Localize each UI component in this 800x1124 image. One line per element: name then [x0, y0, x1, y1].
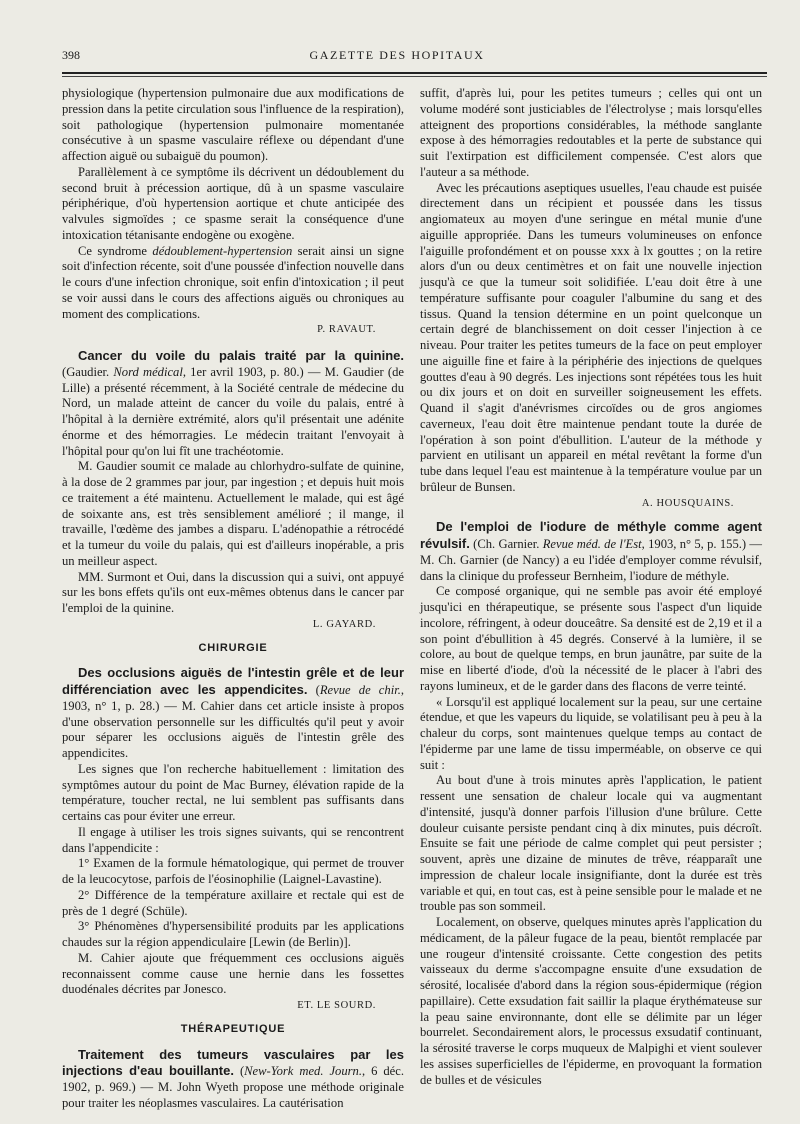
author-signature: A. HOUSQUAINS.: [641, 497, 734, 509]
paragraph: « Lorsqu'il est appliqué localement sur la peau, sur une certaine étendue, et que les vapeurs du liquide, se volatilisant peu à peu à la chaleur du corps, sont maintenues quelque temps au contact de l'épiderme par une lame de tissu imperméable, on observe ce qui suit :: [420, 694, 762, 772]
author-signature: L. GAYARD.: [312, 618, 376, 630]
article-title: Traitement des tumeurs vasculaires par les injections d'eau bouillante.: [62, 1046, 404, 1079]
page-number: 398: [62, 48, 80, 62]
paragraph: MM. Surmont et Oui, dans la discussion qui a suivi, ont appuyé sur les bons effets qu'ils ont eux-mêmes obtenus dans le cancer par l'emploi de la quinine.: [62, 569, 404, 615]
paragraph: 3° Phénomènes d'hypersensibilité produits par les applications chaudes sur la région appendiculaire [Lewin (de Berlin)].: [62, 919, 404, 949]
section-heading: THÉRAPEUTIQUE: [180, 1022, 286, 1035]
article-tumeurs-vasculaires: Traitement des tumeurs vasculaires par les injections d'eau bouillante. (New-York med. Journ., 6 déc. 1902, p. 969.) — M. John Wyeth propose une méthode originale pour traiter les néoplasmes vasculaires. La cautérisation: [62, 1046, 405, 1110]
article-title: Cancer du voile du palais traité par la quinine.: [78, 348, 404, 363]
paragraph: Parallèlement à ce symptôme ils décrivent un dédoublement du second bruit à précession aortique, dû à un spasme vasculaire périphérique, d'où hypertension aortique et chute anticipée des valvules sigmoïdes ; ce spasme serait la conséquence d'une intoxication tétanisante endogène ou exogène.: [62, 164, 404, 242]
page-header: [62, 48, 732, 68]
left-column: [62, 86, 404, 1112]
section-heading: CHIRURGIE: [198, 641, 268, 654]
paragraph: Ce syndrome dédoublement-hypertension serait ainsi un signe soit d'infection récente, soit d'une poussée d'infection nouvelle dans le cours d'une infection chronique, soit enfin d'intoxication ; il peut se voir aussi dans le cours des affections aiguës ou chroniques au moment des complications.: [62, 243, 404, 321]
article-iodure-methyle: De l'emploi de l'iodure de méthyle comme agent révulsif. (Ch. Garnier. Revue méd. de l'Est, 1903, n° 5, p. 155.) — M. Ch. Garnier (de Nancy) a eu l'idée d'employer comme révulsif, dans la clinique du professeur Bernheim, l'iodure de méthyle.: [420, 519, 762, 583]
article-cancer-palais: Cancer du voile du palais traité par la quinine. (Gaudier. Nord médical, 1er avril 1903, p. 80.) — M. Gaudier (de Lille) a présenté récemment, à la Société centrale de médecine du Nord, un malade atteint de cancer du voile du palais, entré à l'hôpital à la dernière extrémité, alors qu'il présentait une adénite énorme et des hémorragies. Le médecin traitant l'envoyait à l'hôpital pour qu'on lui fît une trachéotomie.: [62, 348, 404, 458]
article-title: De l'emploi de l'iodure de méthyle comme agent révulsif.: [420, 519, 762, 551]
right-column: [420, 86, 762, 1088]
paragraph: M. Cahier ajoute que fréquemment ces occlusions aiguës reconnaissent comme cause une hernie dans les fossettes duodénales décrites par Jonesco.: [62, 950, 404, 997]
journal-title: GAZETTE DES HOPITAUX: [309, 48, 485, 62]
paragraph: Avec les précautions aseptiques usuelles, l'eau chaude est puisée directement dans un récipient et poussée dans les tissus angiomateux au moyen d'une seringue en métal munie d'une aiguille appropriée. Dans les tumeurs volumineuses on enfonce l'aiguille profondément et on pousse xxx à lx gouttes ; on la retire alors d'un ou deux centimètres et on fait une nouvelle injection jusqu'à ce que la tumeur soit solidifiée. L'eau doit être à une température suffisante pour coaguler l'albumine du sang et des tissus. Quand la tension détermine en un point quelconque un certain degré de blanchissement on doit cesser l'injection à ce niveau. Pour traiter les petites tumeurs de la face on peut employer une aiguille fine et faire à la périphérie des injections de quelques gouttes d'eau à 90 degrés. Les injections sont répétées tous les huit ou dix jours et on doit en surveiller soigneusement les effets. Quand il s'agit d'anévrismes circoïdes ou de gros angiomes caverneux, l'eau doit être maintenue pendant toute la durée de l'opération à son point d'ébullition. L'auteur de la méthode y parvient en utilisant un appareil en métal revêtant la forme d'un tube dans lequel l'eau est maintenue à la température voulue par un brûleur de Bunsen.: [420, 180, 762, 494]
article-occlusions: Des occlusions aiguës de l'intestin grêle et de leur différenciation avec les appendicites. (Revue de chir., 1903, n° 1, p. 28.) — M. Cahier dans cet article insiste à propos d'une observation personnelle sur les difficultés qu'il peut y avoir pour séparer les occlusions aiguës de l'intestin grêle des appendicites.: [62, 665, 405, 760]
header-rule-thick: [62, 72, 767, 74]
author-signature: P. RAVAUT.: [317, 324, 376, 336]
paragraph: Au bout d'une à trois minutes après l'application, le patient ressent une sensation de chaleur locale qui va augmentant d'intensité, jusqu'à donner parfois l'illusion d'une brûlure. Cette douleur cuisante persiste pendant cinq à dix minutes, puis décroît. Ensuite se fait une période de calme complet qui peut persister ; souvent, après une dizaine de minutes de trêve, réapparaît une impression de chaleur locale insignifiante, dont la durée est très variable et qui, en tout cas, est à peine sensible pour le malade et ne trouble pas son sommeil.: [420, 773, 762, 914]
paragraph: Ce composé organique, qui ne semble pas avoir été employé jusqu'ici en thérapeutique, se présente sous l'aspect d'un liquide incolore, réfringent, à odeur douceâtre. Sa densité est de 2,19 et il a son point d'ébullition à 45 degrés. Conservé à la lumière, il se colore, au bout de quelque temps, en brun jaunâtre, par suite de la mise en liberté d'iode, d'où la nécessité de le placer à l'abri des rayons lumineux, et de le garder dans des flacons de verre teinté.: [420, 584, 762, 693]
author-signature: ET. LE SOURD.: [297, 1000, 376, 1011]
paragraph: M. Gaudier soumit ce malade au chlorhydro-sulfate de quinine, à la dose de 2 grammes par jour, par ingestion ; et depuis huit mois ce traitement a été maintenu. Actuellement le malade, qui est âgé de soixante ans, est très sensiblement amélioré ; il mange, il travaille, l'œdème des jambes a disparu. L'adénopathie a rétrocédé et la tumeur du voile du palais, qui est d'ailleurs inopérable, a pris un meilleur aspect.: [62, 459, 404, 568]
paragraph: 2° Différence de la température axillaire et rectale qui est de près de 1 degré (Schüle).: [62, 887, 404, 918]
header-rule-thin: [62, 76, 767, 77]
paragraph: physiologique (hypertension pulmonaire due aux modifications de pression dans la petite circulation sous l'influence de la respiration), soit pathologique (hypertension pulmonaire momentanée consécutive à un spasme vasculaire réflexe ou dépendant d'une affection aiguë ou subaiguë du poumon).: [62, 86, 404, 163]
paragraph: Les signes que l'on recherche habituellement : limitation des symptômes autour du point de Mac Burney, élévation rapide de la température, toucher rectal, ne lui semblent pas suffisants dans certains cas pour éviter une erreur.: [62, 761, 404, 823]
paragraph: Localement, on observe, quelques minutes après l'application du médicament, de la pâleur fugace de la peau, bientôt remplacée par une rougeur d'intensité croissante. Cette congestion des petits vaisseaux du derme s'accompagne ensuite d'une exsudation de sérosité, localisée d'abord dans la région sous-épidermique (région papillaire). Cette exsudation fait saillir la plaque érythémateuse sur la peau saine environnante, dont elle se délimite par un léger bourrelet. Secondairement alors, le processus exsudatif continuant, la sérosité traverse le corps muqueux de Malpighi et vient soulever les assises superficielles de l'épiderme, en provoquant la formation de bulles et de vésicules: [420, 915, 762, 1087]
paragraph: suffit, d'après lui, pour les petites tumeurs ; celles qui ont un volume modéré sont justiciables de l'électrolyse ; mais lorsqu'elles atteignent des proportions considérables, la méthode sanglante expose à des hémorragies redoutables et la perte de substance qui suit l'extirpation est difficilement compensée. C'est alors que l'auteur a sa méthode.: [420, 86, 762, 179]
paragraph: 1° Examen de la formule hématologique, qui permet de trouver de la leucocytose, parfois de l'éosinophilie (Laignel-Lavastine).: [62, 856, 404, 886]
article-title: Des occlusions aiguës de l'intestin grêle et de leur différenciation avec les appendicites.: [62, 665, 404, 697]
paragraph: Il engage à utiliser les trois signes suivants, qui se rencontrent dans l'appendicite :: [62, 824, 404, 855]
